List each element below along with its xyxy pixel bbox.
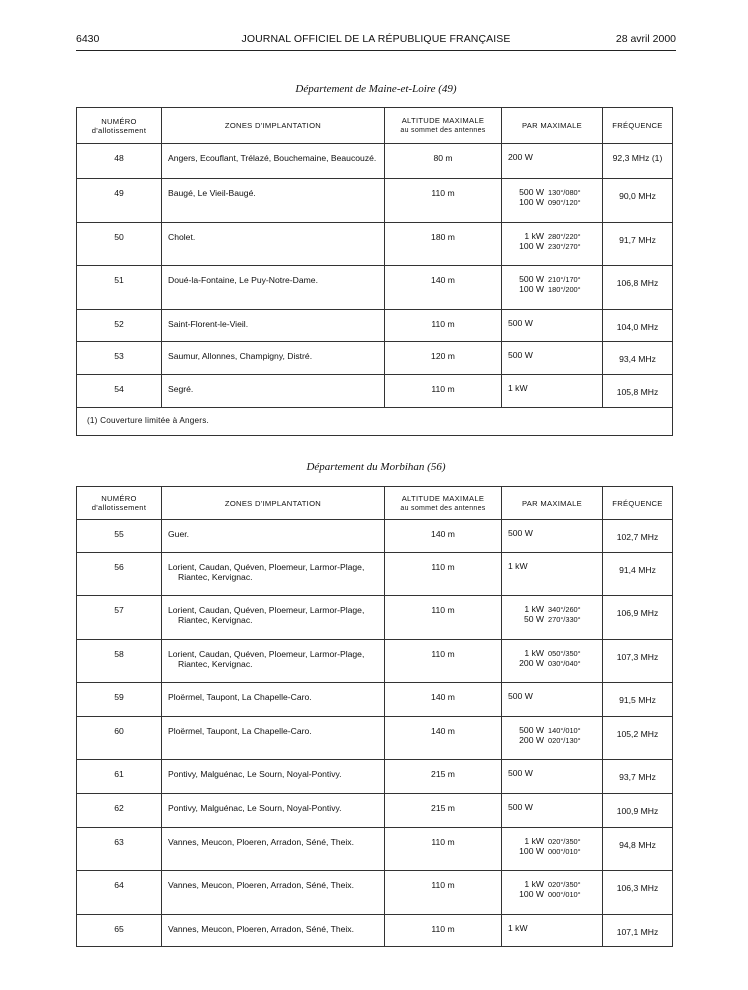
par-line bbox=[508, 529, 596, 539]
implantation-zone bbox=[162, 717, 385, 760]
par-azimuth: 140°/010° bbox=[548, 726, 581, 735]
frequency: 107,3 MHz bbox=[603, 640, 673, 683]
par-power: 500 W bbox=[508, 350, 533, 360]
par-power: 1 kW bbox=[524, 231, 544, 241]
par-power: 100 W bbox=[519, 283, 544, 294]
zone-text-continued: Riantec, Kervignac. bbox=[178, 572, 253, 582]
table-row bbox=[77, 717, 673, 760]
max-par bbox=[502, 596, 603, 640]
frequency: 91,7 MHz bbox=[603, 223, 673, 266]
table-row bbox=[77, 596, 673, 640]
section-caption-maine-et-loire: Département de Maine-et-Loire (49) bbox=[295, 83, 457, 95]
par-power: 500 W bbox=[519, 725, 544, 735]
frequency: 100,9 MHz bbox=[603, 794, 673, 828]
allotment-table-maine-et-loire bbox=[76, 107, 673, 436]
zone-text: Pontivy, Malguénac, Le Sourn, Noyal-Pontivy. bbox=[168, 803, 342, 813]
table-row bbox=[77, 871, 673, 915]
implantation-zone bbox=[162, 144, 385, 179]
par-power: 500 W bbox=[519, 187, 544, 197]
max-altitude: 80 m bbox=[385, 144, 502, 179]
zone-text: Cholet. bbox=[168, 232, 196, 242]
table-row bbox=[77, 310, 673, 342]
max-par bbox=[502, 144, 603, 179]
par-azimuth: 030°/040° bbox=[548, 658, 581, 668]
max-altitude: 110 m bbox=[385, 640, 502, 683]
max-par bbox=[502, 223, 603, 266]
par-azimuth: 000°/010° bbox=[548, 846, 581, 856]
par-power: 1 kW bbox=[508, 923, 528, 933]
implantation-zone bbox=[162, 683, 385, 717]
allotment-table-morbihan bbox=[76, 486, 673, 947]
par-power: 500 W bbox=[508, 318, 533, 328]
par-power: 100 W bbox=[519, 240, 544, 251]
par-line bbox=[508, 736, 596, 746]
frequency: 91,4 MHz bbox=[603, 553, 673, 596]
table-row bbox=[77, 266, 673, 310]
max-altitude: 110 m bbox=[385, 310, 502, 342]
par-azimuth: 090°/120° bbox=[548, 197, 581, 207]
par-power: 500 W bbox=[508, 691, 533, 701]
allotment-number: 54 bbox=[77, 375, 162, 408]
frequency: 93,4 MHz bbox=[603, 342, 673, 375]
implantation-zone bbox=[162, 760, 385, 794]
table-row bbox=[77, 179, 673, 223]
col-header-altitude: ALTITUDE MAXIMALE au sommet des antennes bbox=[385, 108, 502, 144]
allotment-number: 65 bbox=[77, 915, 162, 947]
max-altitude: 120 m bbox=[385, 342, 502, 375]
frequency: 105,8 MHz bbox=[603, 375, 673, 408]
max-par bbox=[502, 717, 603, 760]
col-header-zones: ZONES D'IMPLANTATION bbox=[162, 487, 385, 520]
max-par bbox=[502, 915, 603, 947]
max-altitude: 110 m bbox=[385, 375, 502, 408]
allotment-number: 61 bbox=[77, 760, 162, 794]
max-par bbox=[502, 342, 603, 375]
max-altitude: 180 m bbox=[385, 223, 502, 266]
zone-text: Lorient, Caudan, Quéven, Ploemeur, Larmor-Plage, bbox=[168, 562, 365, 572]
table-row bbox=[77, 760, 673, 794]
table-row bbox=[77, 223, 673, 266]
par-azimuth: 020°/130° bbox=[548, 735, 581, 745]
implantation-zone bbox=[162, 342, 385, 375]
allotment-number: 56 bbox=[77, 553, 162, 596]
col-header-numero: NUMÉRO d'allotissement bbox=[77, 108, 162, 144]
par-power: 50 W bbox=[523, 613, 544, 624]
allotment-number: 50 bbox=[77, 223, 162, 266]
zone-text: Guer. bbox=[168, 529, 190, 539]
par-power: 500 W bbox=[508, 768, 533, 778]
frequency: 93,7 MHz bbox=[603, 760, 673, 794]
par-power: 500 W bbox=[519, 274, 544, 284]
allotment-number: 64 bbox=[77, 871, 162, 915]
page-number: 6430 bbox=[76, 33, 100, 45]
implantation-zone bbox=[162, 871, 385, 915]
zone-text: Saumur, Allonnes, Champigny, Distré. bbox=[168, 351, 313, 361]
table-row bbox=[77, 640, 673, 683]
allotment-number: 53 bbox=[77, 342, 162, 375]
par-power: 100 W bbox=[519, 196, 544, 207]
table-row bbox=[77, 342, 673, 375]
zone-text: Lorient, Caudan, Quéven, Ploemeur, Larmor-Plage, bbox=[168, 649, 365, 659]
par-line bbox=[508, 692, 596, 702]
col-header-frequence: FRÉQUENCE bbox=[603, 108, 673, 144]
publication-date: 28 avril 2000 bbox=[615, 33, 676, 45]
max-altitude: 140 m bbox=[385, 520, 502, 553]
table-row bbox=[77, 520, 673, 553]
par-power: 100 W bbox=[519, 845, 544, 856]
table-footnote-row bbox=[77, 408, 673, 436]
zone-text: Ploërmel, Taupont, La Chapelle-Caro. bbox=[168, 726, 312, 736]
implantation-zone bbox=[162, 640, 385, 683]
frequency: 92,3 MHz (1) bbox=[603, 144, 673, 179]
col-header-altitude: ALTITUDE MAXIMALE au sommet des antennes bbox=[385, 487, 502, 520]
par-line bbox=[508, 924, 596, 934]
par-azimuth: 000°/010° bbox=[548, 889, 581, 899]
max-par bbox=[502, 520, 603, 553]
table-row bbox=[77, 144, 673, 179]
par-line bbox=[508, 562, 596, 572]
max-par bbox=[502, 828, 603, 871]
par-power: 200 W bbox=[508, 152, 533, 162]
table-header-row bbox=[77, 108, 673, 144]
par-azimuth: 230°/270° bbox=[548, 241, 581, 251]
par-power: 200 W bbox=[519, 657, 544, 668]
allotment-number: 62 bbox=[77, 794, 162, 828]
table-row bbox=[77, 794, 673, 828]
par-azimuth: 020°/350° bbox=[548, 837, 581, 846]
frequency: 106,9 MHz bbox=[603, 596, 673, 640]
max-altitude: 110 m bbox=[385, 179, 502, 223]
par-power: 500 W bbox=[508, 528, 533, 538]
frequency: 94,8 MHz bbox=[603, 828, 673, 871]
table-row bbox=[77, 683, 673, 717]
max-altitude: 215 m bbox=[385, 760, 502, 794]
par-line bbox=[508, 659, 596, 669]
zone-text: Lorient, Caudan, Quéven, Ploemeur, Larmor-Plage, bbox=[168, 605, 365, 615]
table-row bbox=[77, 553, 673, 596]
frequency: 105,2 MHz bbox=[603, 717, 673, 760]
implantation-zone bbox=[162, 915, 385, 947]
implantation-zone bbox=[162, 375, 385, 408]
max-altitude: 140 m bbox=[385, 683, 502, 717]
max-altitude: 110 m bbox=[385, 596, 502, 640]
implantation-zone bbox=[162, 828, 385, 871]
max-par bbox=[502, 375, 603, 408]
par-line bbox=[508, 384, 596, 394]
implantation-zone bbox=[162, 310, 385, 342]
implantation-zone bbox=[162, 179, 385, 223]
header-rule bbox=[76, 50, 676, 51]
zone-text: Angers, Ecouflant, Trélazé, Bouchemaine, Beaucouzé. bbox=[168, 153, 377, 163]
max-par bbox=[502, 310, 603, 342]
par-line bbox=[508, 769, 596, 779]
allotment-number: 60 bbox=[77, 717, 162, 760]
page-header bbox=[76, 33, 676, 49]
allotment-number: 57 bbox=[77, 596, 162, 640]
table-header-row bbox=[77, 487, 673, 520]
table-row bbox=[77, 828, 673, 871]
par-azimuth: 270°/330° bbox=[548, 614, 581, 624]
par-power: 1 kW bbox=[524, 648, 544, 658]
implantation-zone bbox=[162, 553, 385, 596]
par-power: 200 W bbox=[519, 734, 544, 745]
frequency: 107,1 MHz bbox=[603, 915, 673, 947]
section-caption-morbihan: Département du Morbihan (56) bbox=[306, 461, 446, 473]
par-line bbox=[508, 615, 596, 625]
frequency: 104,0 MHz bbox=[603, 310, 673, 342]
frequency: 102,7 MHz bbox=[603, 520, 673, 553]
par-azimuth: 020°/350° bbox=[548, 880, 581, 889]
par-azimuth: 210°/170° bbox=[548, 275, 581, 284]
allotment-number: 63 bbox=[77, 828, 162, 871]
max-par bbox=[502, 760, 603, 794]
par-line bbox=[508, 285, 596, 295]
max-par bbox=[502, 179, 603, 223]
zone-text: Saint-Florent-le-Vieil. bbox=[168, 319, 249, 329]
par-line bbox=[508, 803, 596, 813]
col-header-frequence: FRÉQUENCE bbox=[603, 487, 673, 520]
zone-text: Baugé, Le Vieil-Baugé. bbox=[168, 188, 256, 198]
par-power: 100 W bbox=[519, 888, 544, 899]
zone-text: Doué-la-Fontaine, Le Puy-Notre-Dame. bbox=[168, 275, 318, 285]
allotment-number: 58 bbox=[77, 640, 162, 683]
implantation-zone bbox=[162, 520, 385, 553]
allotment-number: 59 bbox=[77, 683, 162, 717]
table-row bbox=[77, 915, 673, 947]
max-par bbox=[502, 683, 603, 717]
frequency: 106,3 MHz bbox=[603, 871, 673, 915]
max-par bbox=[502, 794, 603, 828]
journal-title: JOURNAL OFFICIEL DE LA RÉPUBLIQUE FRANÇAISE bbox=[241, 33, 511, 45]
zone-text-continued: Riantec, Kervignac. bbox=[178, 659, 253, 669]
implantation-zone bbox=[162, 266, 385, 310]
zone-text: Ploërmel, Taupont, La Chapelle-Caro. bbox=[168, 692, 312, 702]
allotment-number: 52 bbox=[77, 310, 162, 342]
par-line bbox=[508, 153, 596, 163]
par-line bbox=[508, 319, 596, 329]
col-header-par: PAR MAXIMALE bbox=[502, 487, 603, 520]
max-altitude: 140 m bbox=[385, 717, 502, 760]
par-azimuth: 130°/080° bbox=[548, 188, 581, 197]
col-header-zones: ZONES D'IMPLANTATION bbox=[162, 108, 385, 144]
zone-text-continued: Riantec, Kervignac. bbox=[178, 615, 253, 625]
max-altitude: 110 m bbox=[385, 871, 502, 915]
par-line bbox=[508, 847, 596, 857]
par-power: 1 kW bbox=[524, 836, 544, 846]
max-par bbox=[502, 640, 603, 683]
max-altitude: 110 m bbox=[385, 828, 502, 871]
par-line bbox=[508, 198, 596, 208]
par-line bbox=[508, 890, 596, 900]
zone-text: Vannes, Meucon, Ploeren, Arradon, Séné, Theix. bbox=[168, 924, 354, 934]
zone-text: Vannes, Meucon, Ploeren, Arradon, Séné, Theix. bbox=[168, 880, 354, 890]
footnote: (1) Couverture limitée à Angers. bbox=[77, 408, 673, 436]
allotment-number: 55 bbox=[77, 520, 162, 553]
zone-text: Pontivy, Malguénac, Le Sourn, Noyal-Pontivy. bbox=[168, 769, 342, 779]
implantation-zone bbox=[162, 223, 385, 266]
par-power: 1 kW bbox=[508, 383, 528, 393]
allotment-number: 51 bbox=[77, 266, 162, 310]
implantation-zone bbox=[162, 596, 385, 640]
par-line bbox=[508, 605, 596, 615]
max-par bbox=[502, 553, 603, 596]
par-power: 1 kW bbox=[524, 604, 544, 614]
par-azimuth: 180°/200° bbox=[548, 284, 581, 294]
max-par bbox=[502, 266, 603, 310]
col-header-numero: NUMÉRO d'allotissement bbox=[77, 487, 162, 520]
allotment-number: 49 bbox=[77, 179, 162, 223]
max-altitude: 140 m bbox=[385, 266, 502, 310]
col-header-par: PAR MAXIMALE bbox=[502, 108, 603, 144]
table-row bbox=[77, 375, 673, 408]
frequency: 106,8 MHz bbox=[603, 266, 673, 310]
zone-text: Vannes, Meucon, Ploeren, Arradon, Séné, Theix. bbox=[168, 837, 354, 847]
max-par bbox=[502, 871, 603, 915]
par-azimuth: 050°/350° bbox=[548, 649, 581, 658]
implantation-zone bbox=[162, 794, 385, 828]
par-azimuth: 340°/260° bbox=[548, 605, 581, 614]
frequency: 90,0 MHz bbox=[603, 179, 673, 223]
par-power: 500 W bbox=[508, 802, 533, 812]
par-power: 1 kW bbox=[524, 879, 544, 889]
par-power: 1 kW bbox=[508, 561, 528, 571]
allotment-number: 48 bbox=[77, 144, 162, 179]
max-altitude: 110 m bbox=[385, 553, 502, 596]
par-azimuth: 280°/220° bbox=[548, 232, 581, 241]
frequency: 91,5 MHz bbox=[603, 683, 673, 717]
max-altitude: 215 m bbox=[385, 794, 502, 828]
par-line bbox=[508, 242, 596, 252]
zone-text: Segré. bbox=[168, 384, 194, 394]
par-line bbox=[508, 351, 596, 361]
max-altitude: 110 m bbox=[385, 915, 502, 947]
